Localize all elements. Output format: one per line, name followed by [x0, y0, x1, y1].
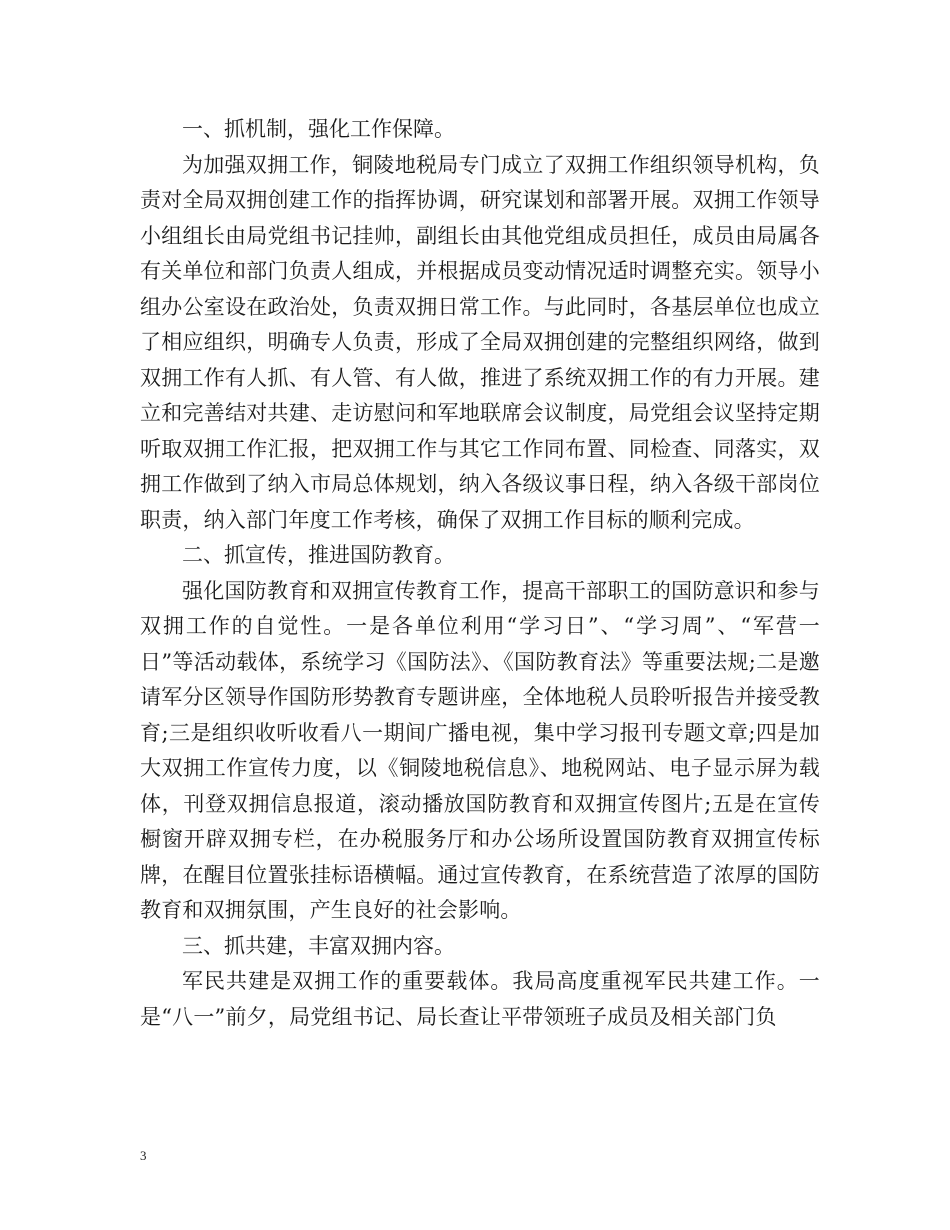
section-paragraph-2: 强化国防教育和双拥宣传教育工作，提高干部职工的国防意识和参与双拥工作的自觉性。一是各单位利用“学习日”、“学习周”、“军营一日”等活动载体，系统学习《国防法》、《国防教育法》等重要法规;二是邀请军分区领导作国防形势教育专题讲座，全体地税人员聆听报告并接受教育;三是组织收听收看八一期间广播电视，集中学习报刊专题文章;四是加大双拥工作宣传力度，以《铜陵地税信息》、地税网站、电子显示屏为载体，刊登双拥信息报道，滚动播放国防教育和双拥宣传图片;五是在宣传橱窗开辟双拥专栏，在办税服务厅和办公场所设置国防教育双拥宣传标牌，在醒目位置张挂标语横幅。通过宣传教育，在系统营造了浓厚的国防教育和双拥氛围，产生良好的社会影响。	[140, 578, 820, 922]
section-heading-3: 三、抓共建，丰富双拥内容。	[182, 933, 455, 958]
page-number: 3	[140, 1148, 147, 1163]
document-body	[140, 112, 820, 1035]
section-paragraph-1: 为加强双拥工作，铜陵地税局专门成立了双拥工作组织领导机构，负责对全局双拥创建工作的指挥协调，研究谋划和部署开展。双拥工作领导小组组长由局党组书记挂帅，副组长由其他党组成员担任，成员由局属各有关单位和部门负责人组成，并根据成员变动情况适时调整充实。领导小组办公室设在政治处，负责双拥日常工作。与此同时，各基层单位也成立了相应组织，明确专人负责，形成了全局双拥创建的完整组织网络，做到双拥工作有人抓、有人管、有人做，推进了系统双拥工作的有力开展。建立和完善结对共建、走访慰问和军地联席会议制度，局党组会议坚持定期听取双拥工作汇报，把双拥工作与其它工作同布置、同检查、同落实，双拥工作做到了纳入市局总体规划，纳入各级议事日程，纳入各级干部岗位职责，纳入部门年度工作考核，确保了双拥工作目标的顺利完成。	[140, 152, 820, 532]
section-heading-2: 二、抓宣传，推进国防教育。	[182, 543, 455, 567]
section-heading-1: 一、抓机制，强化工作保障。	[182, 117, 455, 141]
section-paragraph-3: 军民共建是双拥工作的重要载体。我局高度重视军民共建工作。一是“八一”前夕，局党组书记、局长查让平带领班子成员及相关部门负	[140, 969, 820, 1029]
